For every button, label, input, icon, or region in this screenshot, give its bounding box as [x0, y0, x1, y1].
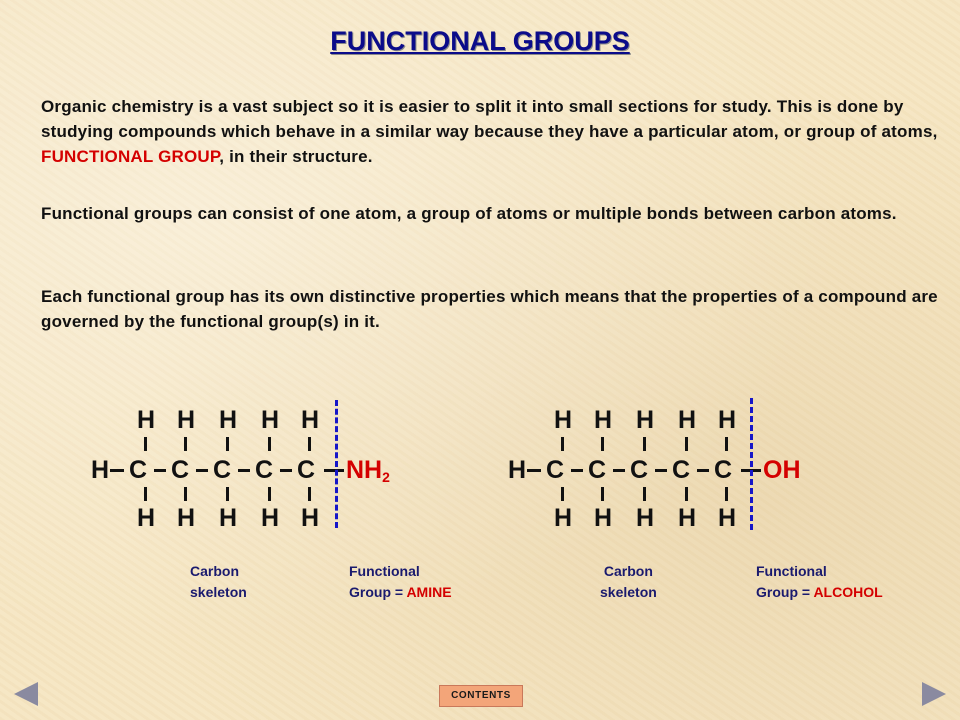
atom-h: H	[136, 406, 156, 434]
atom-h: H	[300, 504, 320, 532]
bond	[527, 469, 541, 472]
amine-group-subscript: 2	[382, 469, 390, 485]
bond	[308, 437, 311, 451]
group-name-amine: AMINE	[406, 584, 452, 600]
atom-c: C	[212, 456, 232, 484]
caption-line: skeleton	[190, 584, 247, 600]
bond	[226, 487, 229, 501]
atom-h: H	[218, 406, 238, 434]
atom-c: C	[629, 456, 649, 484]
atom-c: C	[587, 456, 607, 484]
atom-h: H	[635, 406, 655, 434]
bond	[226, 437, 229, 451]
page-title: FUNCTIONAL GROUPS	[330, 26, 630, 56]
bond	[110, 469, 124, 472]
amine-skeleton-caption	[190, 561, 247, 603]
triangle-left-icon[interactable]	[14, 682, 38, 706]
paragraph-2: Functional groups can consist of one atom, a group of atoms or multiple bonds between carbon atoms.	[41, 204, 897, 223]
intro-paragraph	[41, 94, 941, 169]
amine-molecule	[88, 395, 488, 535]
paragraph-3: Each functional group has its own distinctive properties which means that the properties of a compound are governed by the functional group(s) in it.	[41, 287, 938, 331]
bond	[280, 469, 292, 472]
atom-c: C	[545, 456, 565, 484]
bond	[324, 469, 344, 472]
amine-group-caption	[349, 561, 452, 603]
bond	[268, 487, 271, 501]
bond	[725, 437, 728, 451]
atom-h: H	[635, 504, 655, 532]
caption-line: Functional	[349, 563, 420, 579]
alcohol-group	[763, 457, 801, 483]
atom-h: H	[677, 504, 697, 532]
caption-line: Functional	[756, 563, 827, 579]
atom-h: H	[176, 406, 196, 434]
atom-c: C	[254, 456, 274, 484]
bond	[601, 487, 604, 501]
functional-group-divider	[335, 400, 338, 528]
bond	[238, 469, 250, 472]
atom-h: H	[593, 406, 613, 434]
atom-c: C	[128, 456, 148, 484]
bond	[655, 469, 667, 472]
caption-line: Carbon	[603, 563, 653, 579]
alcohol-group-main: OH	[763, 456, 801, 484]
bond	[154, 469, 166, 472]
alcohol-skeleton-caption	[600, 561, 657, 603]
bond	[268, 437, 271, 451]
atom-h: H	[176, 504, 196, 532]
bond	[613, 469, 625, 472]
atom-h: H	[218, 504, 238, 532]
caption-line: Carbon	[190, 563, 239, 579]
bond	[643, 487, 646, 501]
functional-group-divider	[750, 398, 753, 530]
bond	[601, 437, 604, 451]
bond	[144, 437, 147, 451]
alcohol-group-caption	[756, 561, 883, 603]
bond	[308, 487, 311, 501]
functional-group-highlight: FUNCTIONAL GROUP	[41, 147, 220, 166]
bond	[184, 487, 187, 501]
bond	[561, 487, 564, 501]
atom-h: H	[136, 504, 156, 532]
bond	[144, 487, 147, 501]
atom-h: H	[260, 406, 280, 434]
atom-h: H	[677, 406, 697, 434]
triangle-right-icon[interactable]	[922, 682, 946, 706]
atom-h: H	[507, 456, 527, 484]
caption-line: skeleton	[600, 584, 657, 600]
atom-c: C	[671, 456, 691, 484]
bond	[697, 469, 709, 472]
bond	[725, 487, 728, 501]
alcohol-molecule	[505, 395, 905, 535]
atom-c: C	[713, 456, 733, 484]
caption-prefix: Group =	[349, 584, 407, 600]
atom-h: H	[593, 504, 613, 532]
amine-group	[346, 457, 390, 490]
bond	[685, 487, 688, 501]
atom-h: H	[260, 504, 280, 532]
bond	[643, 437, 646, 451]
intro-text-end: , in their structure.	[219, 147, 373, 166]
atom-h: H	[553, 504, 573, 532]
bond	[196, 469, 208, 472]
bond	[561, 437, 564, 451]
atom-c: C	[296, 456, 316, 484]
atom-h: H	[717, 406, 737, 434]
atom-h: H	[90, 456, 110, 484]
bond	[184, 437, 187, 451]
bond	[685, 437, 688, 451]
amine-group-main: NH	[346, 456, 383, 484]
atom-h: H	[553, 406, 573, 434]
atom-h: H	[300, 406, 320, 434]
atom-h: H	[717, 504, 737, 532]
contents-button[interactable]: CONTENTS	[439, 685, 523, 707]
bond	[571, 469, 583, 472]
atom-c: C	[170, 456, 190, 484]
group-name-alcohol: ALCOHOL	[813, 584, 883, 600]
intro-text: Organic chemistry is a vast subject so it is easier to split it into small sections for study. This is done by studying compounds which behave in a similar way because they have a particular atom, or group of atoms,	[41, 97, 938, 141]
caption-prefix: Group =	[756, 584, 814, 600]
